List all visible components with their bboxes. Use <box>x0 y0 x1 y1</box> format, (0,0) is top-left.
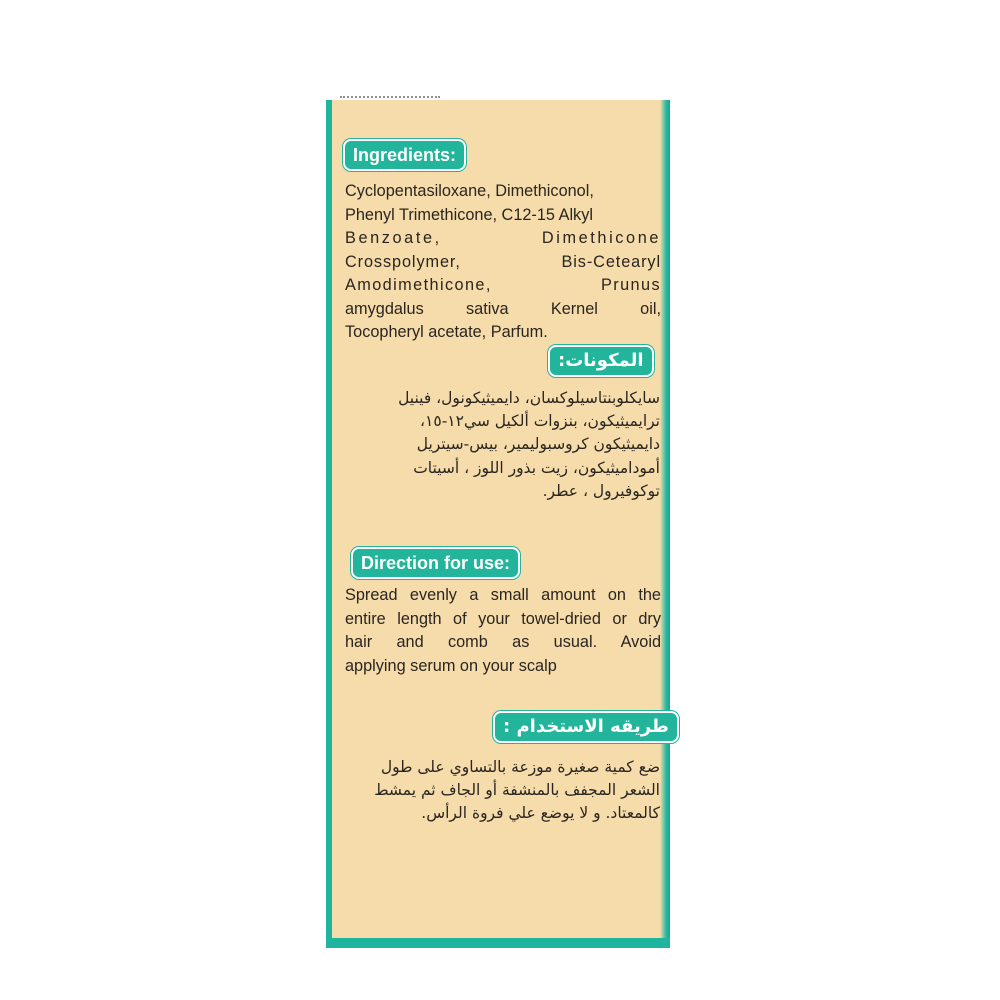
box-right-edge <box>660 100 670 948</box>
directions-ar-text <box>342 756 660 826</box>
directions-line: hair and comb as usual. Avoid <box>345 633 661 651</box>
ingredients-line: Tocopheryl acetate, Parfum. <box>345 323 548 341</box>
ingredients-ar-text <box>342 387 660 503</box>
directions-line: applying serum on your scalp <box>345 656 557 675</box>
directions-text <box>345 584 661 678</box>
directions-ar-heading: طريقه الاستخدام : <box>493 711 679 743</box>
cut-off-top-text <box>340 96 440 106</box>
directions-line: entire length of your towel-dried or dry <box>345 609 661 628</box>
directions-ar-line: ضع كمية صغيرة موزعة بالتساوي على طول <box>380 758 660 776</box>
ingredients-line: Crosspolymer, Bis-Cetearyl <box>345 252 661 271</box>
ingredients-ar-line: سايكلوبنتاسيلوكسان، دايميثيكونول، فينيل <box>398 389 660 407</box>
ingredients-ar-line: توكوفيرول ، عطر. <box>542 481 660 500</box>
ingredients-text <box>345 180 661 345</box>
directions-heading: Direction for use: <box>351 547 520 579</box>
ingredients-heading: Ingredients: <box>343 139 466 171</box>
ingredients-ar-line: ترايميثيكون، بنزوات ألكيل سي١٢-١٥، <box>420 412 660 431</box>
directions-line: Spread evenly a small amount on the <box>345 586 661 604</box>
ingredients-line: Cyclopentasiloxane, Dimethiconol, <box>345 182 594 200</box>
directions-ar-line: الشعر المجفف بالمنشفة أو الجاف ثم يمشط <box>374 781 660 800</box>
ingredients-ar-line: أموداميثيكون، زيت بذور اللوز ، أسيتات <box>413 458 660 477</box>
ingredients-line: Phenyl Trimethicone, C12-15 Alkyl <box>345 205 593 224</box>
ingredients-ar-heading: المكونات: <box>548 345 654 377</box>
ingredients-ar-line: دايميثيكون كروسبوليمير، بيس-سيتريل <box>416 435 660 454</box>
ingredients-line: Amodimethicone, Prunus <box>345 276 661 294</box>
box-bottom-edge <box>326 938 670 948</box>
ingredients-line: Benzoate, Dimethicone <box>345 229 661 247</box>
ingredients-line: amygdalus sativa Kernel oil, <box>345 299 661 318</box>
box-left-edge <box>326 100 332 948</box>
directions-ar-line: كالمعتاد. و لا يوضع علي فروة الرأس. <box>421 804 660 823</box>
